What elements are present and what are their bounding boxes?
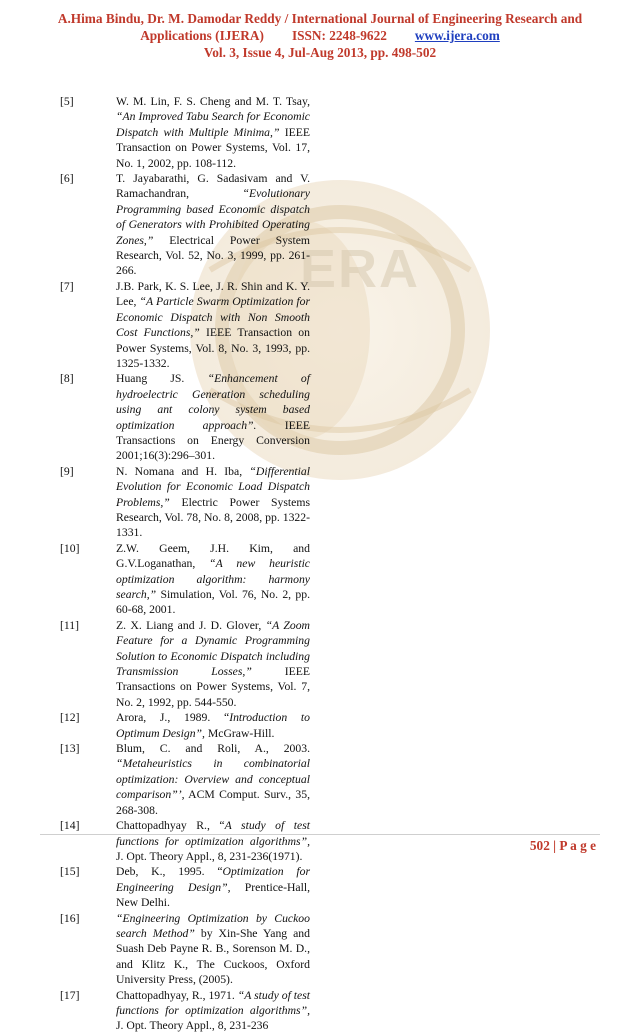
reference-number: [15] — [60, 865, 80, 879]
reference-title: A study of test functions for optimization algorithms”, — [116, 819, 311, 848]
reference-text — [116, 464, 310, 541]
reference-title: “A Zoom Feature for a Dynamic Programming Solution to Economic Dispatch including Transmission Losses,” — [116, 618, 310, 679]
reference-authors: T. Jayabarathi, G. Sadasivam and V. Ramachandran, — [116, 172, 310, 201]
reference-item — [60, 988, 310, 1034]
reference-authors: Huang JS. — [116, 372, 208, 386]
reference-authors: Z.W. Geem, J.H. Kim, and G.V.Loganathan, — [116, 541, 310, 571]
reference-title: Optimization for Engineering Design”, — [116, 865, 310, 894]
reference-source: J. Opt. Theory Appl., 8, 231-236 — [116, 1019, 269, 1033]
reference-source: McGraw-Hill. — [204, 726, 275, 740]
reference-title: “Metaheuristics in combinatorial optimization: Overview and conceptual comparison”’, — [116, 757, 310, 802]
reference-number: [10] — [60, 541, 80, 555]
reference-source: IEEE Transaction on Power Systems, Vol. 8, No. 3, 1993, pp. 1325-1332. — [116, 326, 310, 370]
reference-title: “Enhancement of hydroelectric Generation scheduling using ant colony system based optimization approach”. — [116, 372, 310, 432]
reference-item — [60, 541, 310, 618]
reference-source: IEEE Transactions on Power Systems, Vol. 7, No. 2, 1992, pp. 544-550. — [116, 665, 310, 709]
reference-number: [9] — [60, 464, 74, 478]
reference-item — [60, 371, 311, 463]
reference-source: Simulation, Vol. 76, No. 2, pp. 60-68, 2001. — [116, 588, 310, 617]
reference-authors: J.B. Park, K. S. Lee, J. R. Shin and K. Y. Lee, — [116, 279, 310, 309]
journal-header — [40, 10, 600, 61]
reference-source: IEEE Transaction on Power Systems, Vol. 17, No. 1, 2002, pp. 108-112. — [116, 125, 311, 170]
reference-title: “A new heuristic optimization algorithm: harmony search,” — [116, 557, 310, 601]
reference-source: by Xin-She Yang and Suash Deb Payne R. B., Sorenson M. D., and Klitz K., The Cuckoos, Oxford University Press, (2005). — [116, 926, 310, 987]
reference-number: [11] — [60, 618, 80, 632]
reference-title: “Differential Evolution for Economic Load Dispatch Problems,” — [116, 464, 310, 509]
reference-text — [116, 279, 310, 371]
reference-source: ACM Comput. Surv., 35, 268-308. — [116, 788, 310, 817]
reference-authors: Deb, K., 1995. “ — [116, 865, 223, 879]
reference-number: [8] — [60, 372, 74, 386]
reference-text — [116, 618, 310, 710]
reference-item — [60, 911, 310, 988]
reference-item — [60, 464, 310, 541]
reference-item — [60, 864, 311, 910]
reference-text — [116, 371, 310, 463]
reference-text — [116, 94, 310, 171]
reference-number: [13] — [60, 742, 80, 756]
reference-authors: N. Nomana and H. Iba, — [116, 464, 250, 478]
reference-authors: W. M. Lin, F. S. Cheng and M. T. Tsay, — [116, 95, 310, 108]
reference-source: IEEE Transactions on Energy Conversion 2001;16(3):296–301. — [116, 418, 311, 463]
reference-text — [116, 988, 310, 1034]
reference-title: Introduction to Optimum Design”, — [116, 711, 310, 740]
reference-text — [116, 864, 310, 910]
reference-text — [116, 171, 310, 279]
header-journal-name: Applications (IJERA) — [140, 28, 264, 43]
reference-number: [7] — [60, 279, 74, 293]
reference-source: Electrical Power System Research, Vol. 52, No. 3, 1999, pp. 261- 266. — [116, 233, 310, 278]
reference-title: “Evolutionary Programming based Economic dispatch of Generators with Prohibited Operating Zones,” — [116, 187, 310, 247]
reference-number: [12] — [60, 711, 80, 725]
header-issn: ISSN: 2248-9622 — [291, 28, 387, 43]
reference-authors: Blum, C. and Roli, A., 2003. — [116, 742, 310, 756]
reference-item — [60, 818, 311, 864]
reference-source: Electric Power Systems Research, Vol. 78, No. 8, 2008, pp. 1322-1331. — [116, 495, 310, 540]
references-list — [60, 94, 311, 1034]
reference-number: [5] — [60, 95, 74, 108]
reference-item — [60, 171, 310, 279]
page-number: 502 | P a g e — [529, 838, 596, 853]
reference-title: “A Particle Swarm Optimization for Economic Dispatch with Non Smooth Cost Functions,” — [116, 295, 311, 340]
reference-number: [14] — [60, 819, 80, 833]
reference-item — [60, 94, 311, 171]
header-volume-line: Vol. 3, Issue 4, Jul-Aug 2013, pp. 498-502 — [203, 45, 437, 60]
reference-item — [60, 710, 310, 741]
reference-number: [16] — [60, 911, 80, 925]
reference-text — [116, 741, 310, 818]
reference-authors: Chattopadhyay R., “ — [116, 819, 225, 833]
reference-source: Prentice-Hall, New Delhi. — [116, 880, 311, 910]
reference-authors: Chattopadhyay, R., 1971. — [116, 988, 238, 1002]
reference-text — [116, 818, 310, 864]
reference-title: “An Improved Tabu Search for Economic Dispatch with Multiple Minima,” — [116, 110, 310, 139]
reference-item — [60, 279, 311, 371]
reference-number: [6] — [60, 172, 74, 186]
reference-text — [116, 710, 310, 741]
header-authors-line: A.Hima Bindu, Dr. M. Damodar Reddy / International Journal of Engineering Research and — [57, 11, 583, 26]
header-website-link[interactable]: www.ijera.com — [414, 28, 500, 43]
reference-title: “Engineering Optimization by Cuckoo search Method” — [116, 911, 310, 940]
reference-text — [116, 911, 310, 988]
reference-item — [60, 618, 310, 710]
reference-source: J. Opt. Theory Appl., 8, 231-236(1971). — [116, 849, 303, 863]
reference-authors: Arora, J., 1989. “ — [116, 711, 230, 725]
reference-authors: Z. X. Liang and J. D. Glover, — [116, 618, 266, 632]
watermark-text: ERA — [300, 239, 421, 299]
reference-item — [60, 741, 310, 818]
footer-divider — [40, 834, 600, 835]
header-journal-line — [40, 27, 600, 44]
reference-title: “A study of test functions for optimization algorithms”, — [116, 988, 310, 1017]
reference-number: [17] — [60, 988, 80, 1002]
reference-text — [116, 541, 310, 618]
